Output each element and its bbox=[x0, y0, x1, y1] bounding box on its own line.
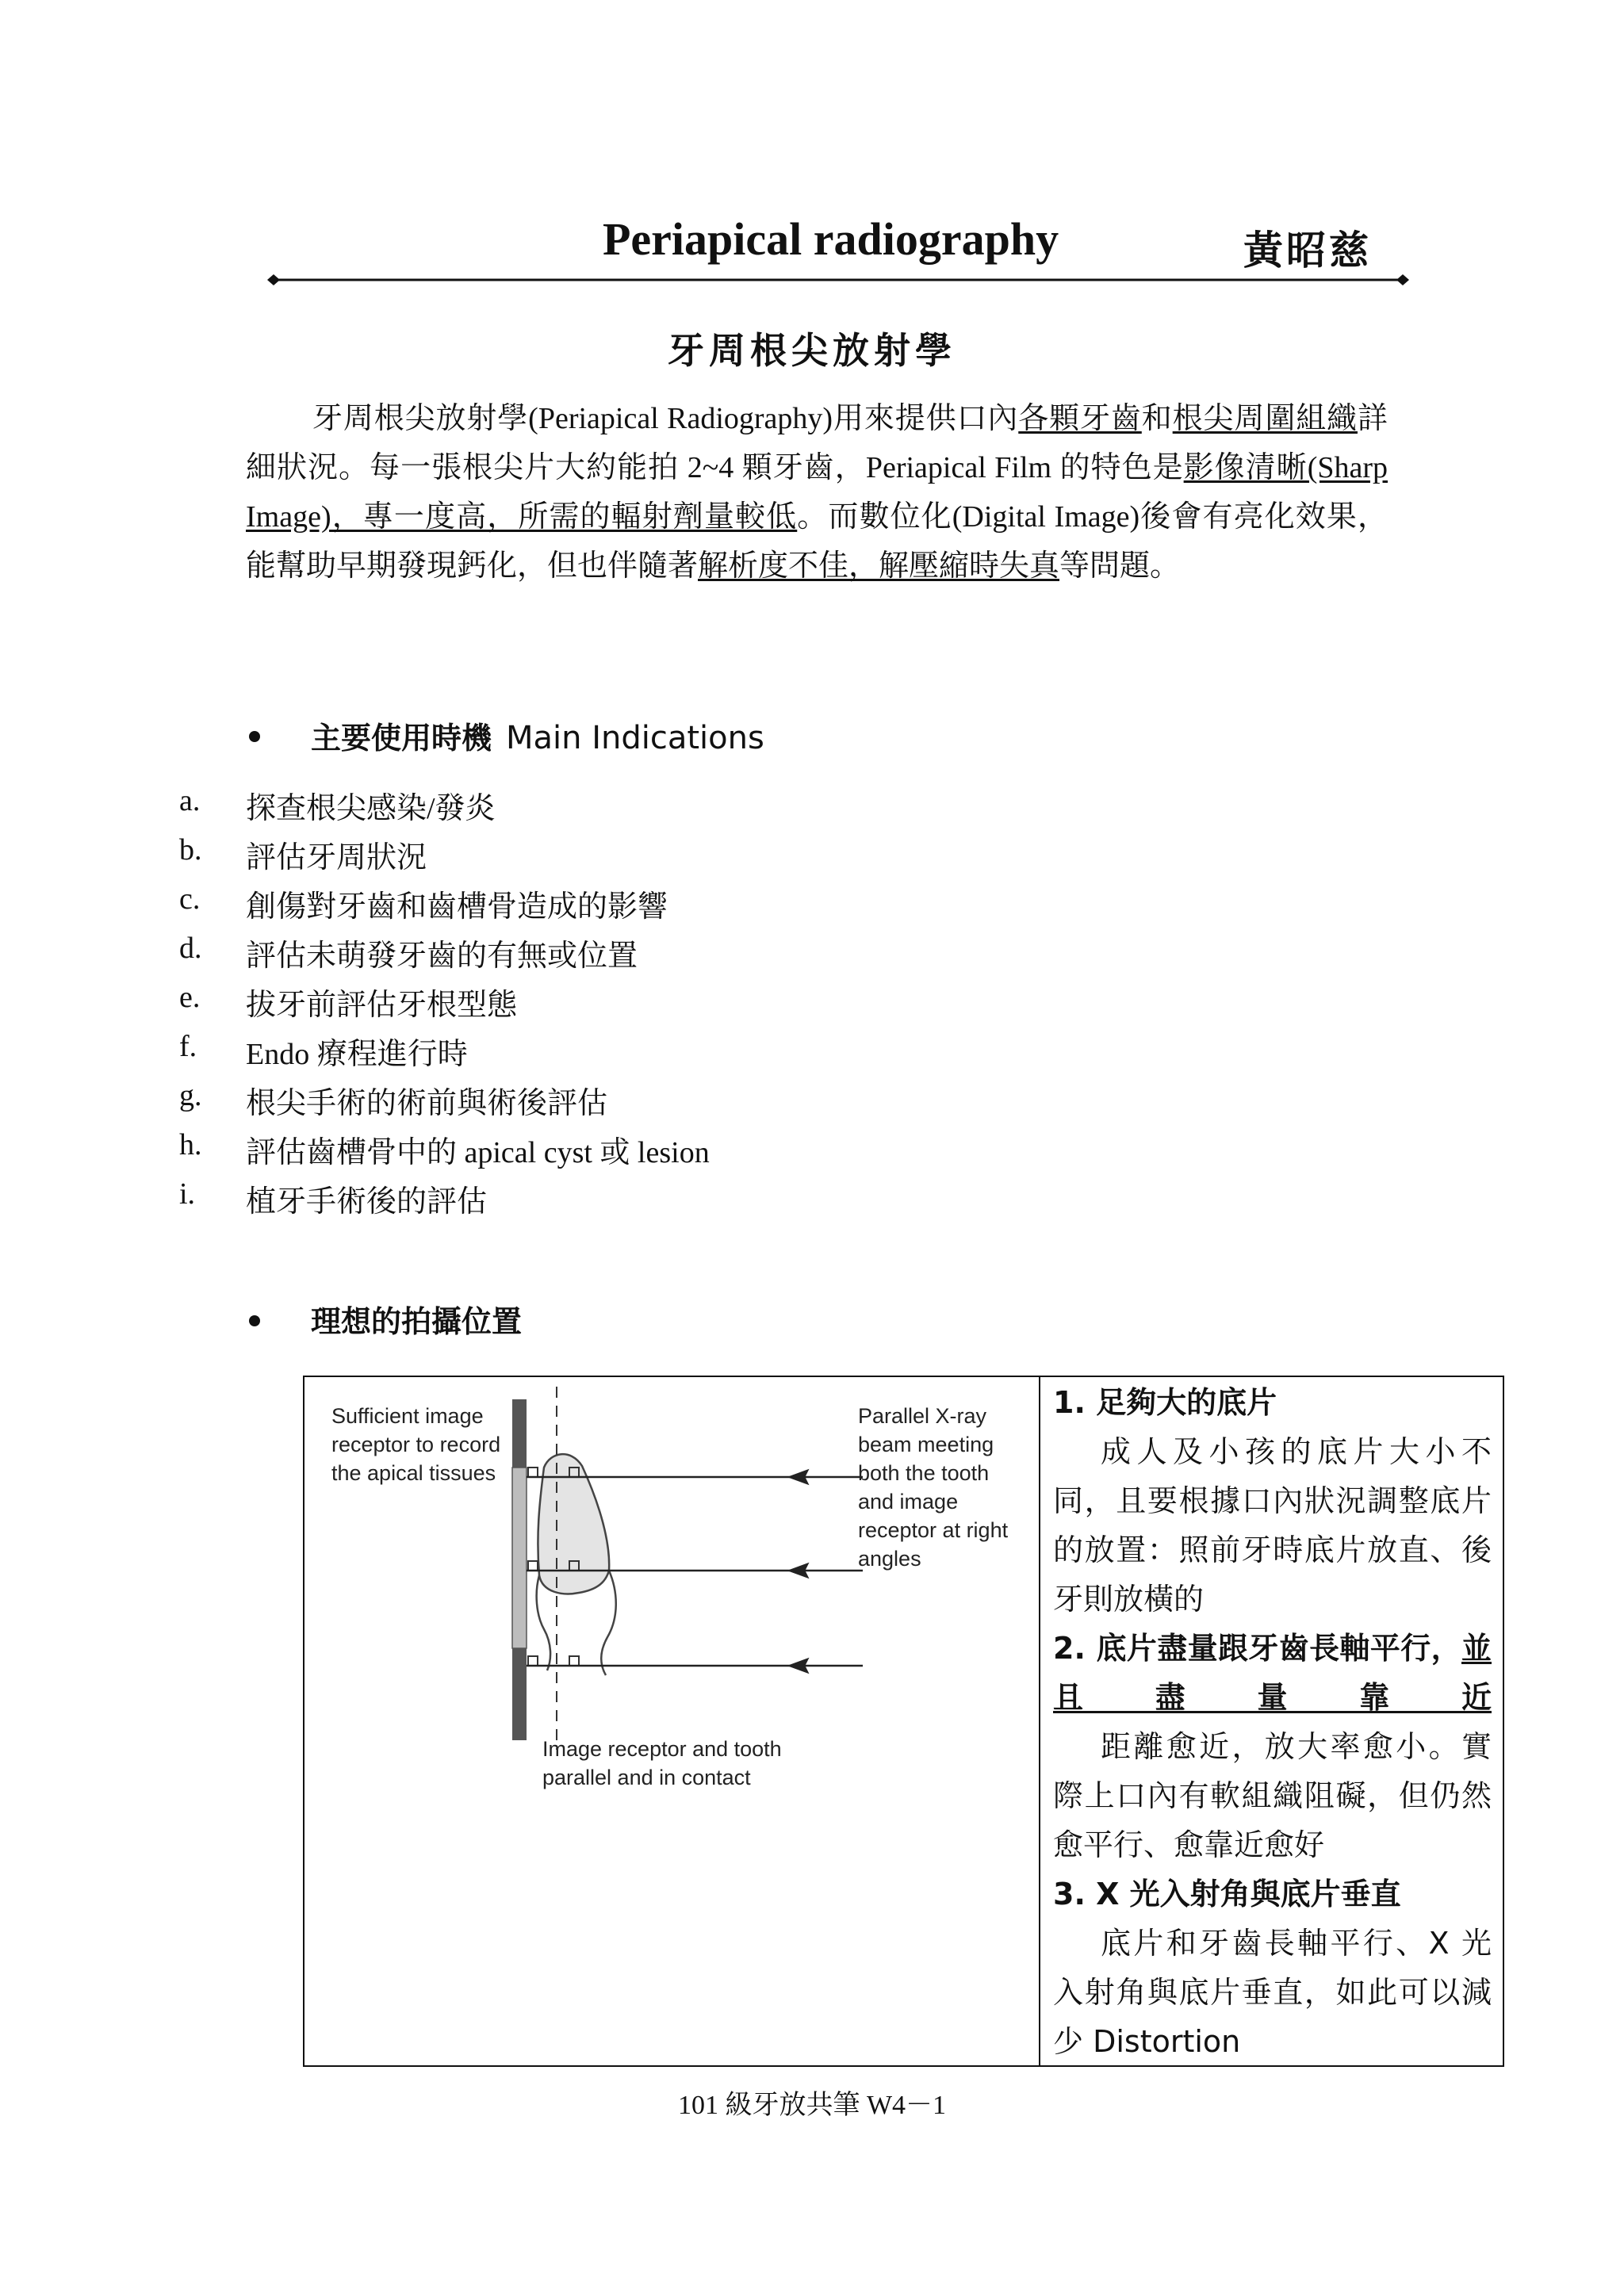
point-1-body: 成人及小孩的底片大小不同，且要根據口內狀況調整底片的放置：照前牙時底片放直、後牙則放橫的 bbox=[1053, 1434, 1492, 1617]
list-item: e. 拔牙前評估牙根型態 bbox=[179, 981, 518, 1022]
diagram-label-contact: Image receptor and tooth parallel and in contact bbox=[542, 1737, 782, 1789]
point-2-body: 距離愈近，放大率愈小。實際上口內有軟組織阻礙，但仍然愈平行、愈靠近愈好 bbox=[1053, 1729, 1492, 1862]
positioning-notes bbox=[1053, 1378, 1492, 2066]
list-item: a. 探查根尖感染/發炎 bbox=[179, 784, 496, 825]
list-item: f. Endo 療程進行時 bbox=[179, 1030, 468, 1071]
list-item: d. 評估未萌發牙齒的有無或位置 bbox=[179, 932, 638, 973]
header-divider bbox=[267, 272, 1409, 288]
point-3-title: 3. X 光入射角與底片垂直 bbox=[1053, 1877, 1401, 1911]
underline-each-tooth: 各顆牙齒 bbox=[1018, 402, 1142, 435]
positioning-heading: 理想的拍攝位置 bbox=[311, 1304, 523, 1339]
list-item: i. 植牙手術後的評估 bbox=[179, 1177, 488, 1219]
underline-film-features: 影像清晰(Sharp Image)，專一度高，所需的輻射劑量較低 bbox=[246, 451, 1388, 534]
tooth-shape bbox=[537, 1454, 616, 1675]
list-item: h. 評估齒槽骨中的 apical cyst 或 lesion bbox=[179, 1128, 710, 1169]
section-title: 牙周根尖放射學 bbox=[668, 329, 956, 372]
image-receptor bbox=[512, 1399, 527, 1740]
intro-paragraph: 牙周根尖放射學(Periapical Radiography)用來提供口內各顆牙齒和根尖周圍組織詳細狀況。每一張根尖片大約能拍 2~4 顆牙齒，Periapical Film 的特色是影像清晰(Sharp Image)，專一度高，所需的輻射劑量較低。而數位化(Digital Image)後會有亮化效果，能幫助早期發現鈣化，但也伴隨著解析度不佳，解壓縮時失真等問題。 bbox=[246, 402, 1388, 583]
point-3-body: 底片和牙齒長軸平行、X 光入射角與底片垂直，如此可以減少 Distortion bbox=[1053, 1926, 1492, 2059]
point-1-title: 1. 足夠大的底片 bbox=[1053, 1385, 1277, 1420]
list-item: c. 創傷對牙齒和齒槽骨造成的影響 bbox=[179, 882, 668, 924]
bullet-dot bbox=[249, 1315, 260, 1326]
indications-list bbox=[0, 783, 1624, 1226]
page-footer: 101 級牙放共筆 W4－1 bbox=[677, 2091, 947, 2120]
indications-heading: 主要使用時機 Main Indications bbox=[311, 720, 764, 756]
underline-resolution-issues: 解析度不佳，解壓縮時失真 bbox=[698, 549, 1060, 583]
diagram-label-receptor: Sufficient image receptor to record the apical tissues bbox=[331, 1404, 501, 1485]
author-name: 黃昭慈 bbox=[1243, 227, 1372, 274]
table-column-divider bbox=[1039, 1376, 1040, 2067]
point-2-title: 2. 底片盡量跟牙齒長軸平行，並且盡量靠近 bbox=[1053, 1631, 1492, 1715]
bullet-dot bbox=[249, 731, 260, 742]
diagram-label-xray-beam: Parallel X-ray beam meeting both the tooth and image receptor at right angles bbox=[858, 1404, 1009, 1571]
underline-periapical-tissue: 根尖周圍組織 bbox=[1172, 402, 1358, 435]
page-title: Periapical radiography bbox=[603, 213, 1059, 265]
paralleling-technique-diagram bbox=[304, 1377, 1037, 2065]
list-item: b. 評估牙周狀況 bbox=[179, 833, 427, 874]
list-item: g. 根尖手術的術前與術後評估 bbox=[179, 1079, 608, 1120]
